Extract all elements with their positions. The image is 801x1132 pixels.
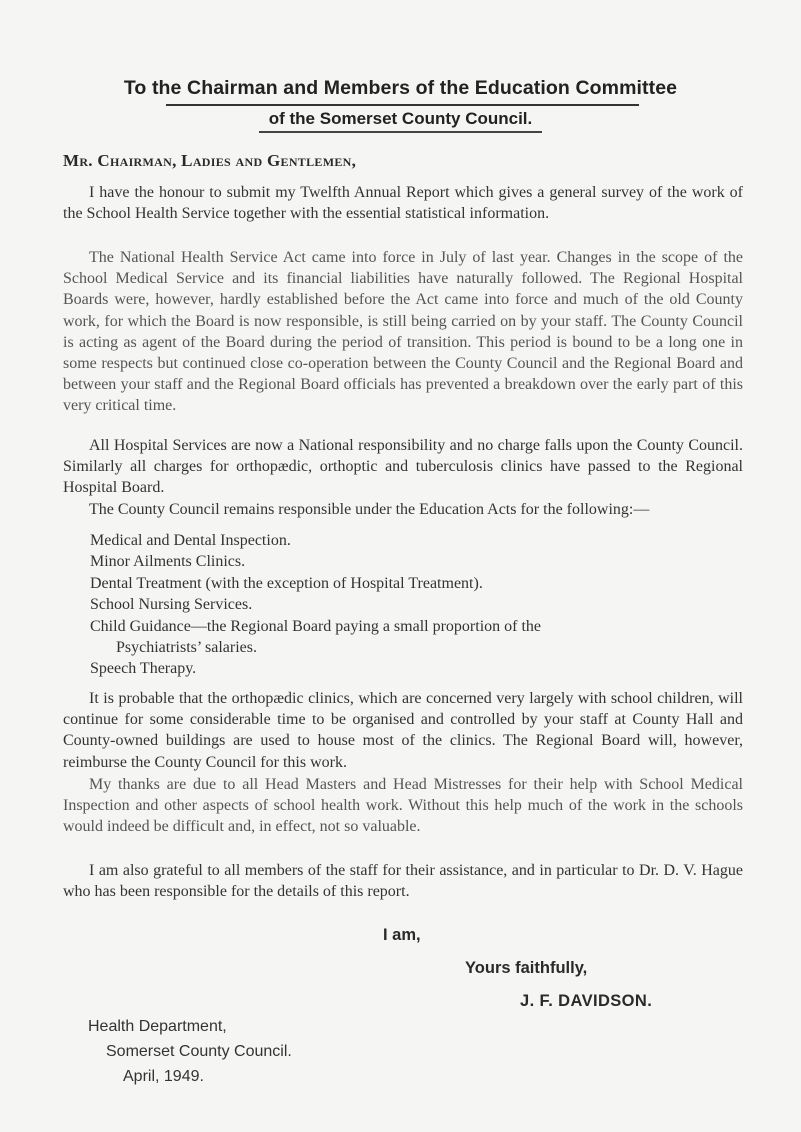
document-subtitle: of the Somerset County Council.: [268, 109, 533, 128]
address-department: Health Department,: [88, 1018, 227, 1035]
list-item: Dental Treatment (with the exception of Hospital Treatment).: [90, 574, 483, 592]
title-rule: [166, 104, 639, 106]
paragraph-nhs-act: The National Health Service Act came into force in July of last year. Changes in the scope of the School Medical Service and its financial liabilities have naturally followed. The Regional Hospital Boards were, however, hardly established before the Act came into force and much of the old County work, for which the Board is now responsible, is still being carried on by your staff. The County Council is acting as agent of the Board during the period of transition. This period is bound to be a long one in some respects but continued close co-operation between the County Council and the Regional Board and between your staff and the Regional Board officials has prevented a breakdown over the early part of this very critical time.: [63, 249, 743, 415]
list-item: Child Guidance—the Regional Board paying a small proportion of the: [90, 617, 542, 635]
address-date: April, 1949.: [123, 1068, 204, 1085]
list-item: Medical and Dental Inspection.: [90, 532, 291, 549]
paragraph-orthopaedic: It is probable that the orthopædic clinics, which are concerned very largely with school children, will continue for some considerable time to be organised and controlled by your staff at County Hall and County-owned buildings are used to house most of the clinics. The Regional Board will, however, reimburse the County Council for this work.: [63, 690, 743, 771]
address-council: Somerset County Council.: [106, 1043, 292, 1060]
list-item: School Nursing Services.: [90, 596, 253, 614]
paragraph-responsibilities: The County Council remains responsible under the Education Acts for the following:—: [89, 501, 650, 518]
paragraph-staff: I am also grateful to all members of the staff for their assistance, and in particular to Dr. D. V. Hague who has been responsible for the details of this report.: [63, 862, 743, 901]
list-item: Minor Ailments Clinics.: [90, 553, 246, 571]
subtitle-underline: [259, 131, 542, 133]
closing-i-am: I am,: [383, 926, 421, 944]
paragraph-intro: I have the honour to submit my Twelfth Annual Report which gives a general survey of the work of the School Health Service together with the essential statistical information.: [63, 184, 743, 223]
list-item: Psychiatrists’ salaries.: [116, 639, 258, 657]
document-title: To the Chairman and Members of the Education Committee: [123, 77, 678, 99]
signature: J. F. DAVIDSON.: [520, 992, 653, 1010]
list-item: Speech Therapy.: [90, 660, 197, 678]
paragraph-hospital-services: All Hospital Services are now a National responsibility and no charge falls upon the County Council. Similarly all charges for orthopædic, orthoptic and tuberculosis clinics have passed to the Regional Hospital Board.: [63, 437, 743, 497]
closing-yours-faithfully: Yours faithfully,: [465, 959, 588, 977]
salutation: Mr. Chairman, Ladies and Gentlemen,: [63, 151, 357, 170]
services-list: [90, 530, 750, 680]
paragraph-thanks: My thanks are due to all Head Masters and Head Mistresses for their help with School Medical Inspection and other aspects of school health work. Without this help much of the work in the schools would indeed be difficult and, in effect, not so valuable.: [63, 776, 743, 836]
